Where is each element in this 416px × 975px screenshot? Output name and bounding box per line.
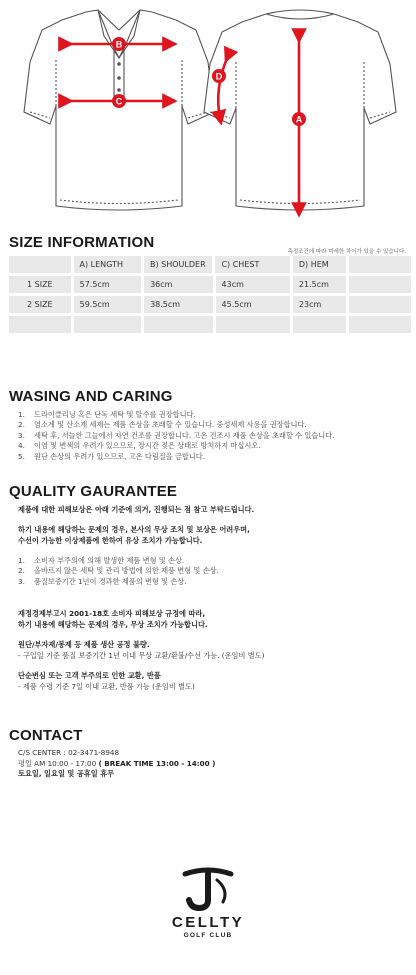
- hours-text: 평일 AM 10:00 - 17:00: [18, 758, 99, 768]
- table-row: [9, 276, 411, 293]
- size-table-header: [9, 256, 411, 273]
- quality-case2-title: 단순변심 또는 고객 부주의로 인한 교환, 반품: [18, 671, 161, 680]
- list-item: [18, 420, 334, 430]
- table-row: [9, 296, 411, 313]
- quality-list: [18, 556, 219, 587]
- quality-title: QUALITY GAURANTEE: [9, 483, 178, 500]
- contact-info: [18, 748, 215, 780]
- quality-para2-line2: 하기 내용에 해당하는 문제의 경우, 무상 조치가 가능합니다.: [18, 620, 208, 629]
- quality-para1-line1: 하기 내용에 해당하는 문제의 경우, 본사의 무상 조치 및 보상은 어려우며,: [18, 525, 250, 534]
- list-item: [18, 441, 334, 451]
- list-item: [18, 452, 334, 462]
- table-cell: [293, 316, 347, 333]
- table-cell: 43cm: [216, 276, 290, 293]
- size-label-cell: [9, 316, 71, 333]
- table-cell: 21.5cm: [293, 276, 347, 293]
- table-cell: [216, 316, 290, 333]
- size-note: 측정조건에 따라 미세한 차이가 있을 수 있습니다.: [287, 249, 406, 255]
- label-c: C: [115, 96, 123, 107]
- table-cell: [349, 316, 411, 333]
- list-item: [18, 431, 334, 441]
- size-label-cell: 2 SIZE: [9, 296, 71, 313]
- table-cell: 36cm: [144, 276, 212, 293]
- list-text: 소비자 부주의에 의해 발생한 제품 변형 및 손상.: [34, 556, 185, 565]
- brand-sub: GOLF CLUB: [183, 932, 233, 939]
- table-cell: [349, 296, 411, 313]
- list-number: 3.: [18, 576, 25, 586]
- label-b: B: [115, 39, 123, 50]
- measurement-diagram: [0, 0, 416, 222]
- logo-mark-icon: [179, 866, 237, 912]
- list-item: [18, 410, 334, 420]
- quality-intro: 제품에 대한 피해보상은 아래 기준에 의거, 진행되는 점 참고 부탁드립니다.: [18, 505, 255, 514]
- list-item: [18, 556, 219, 566]
- list-number: 1.: [18, 556, 25, 565]
- header-cell: D) HEM: [293, 256, 347, 273]
- shirt-diagram-svg: [0, 0, 416, 222]
- brand-name: CELLTY: [171, 914, 245, 931]
- table-cell: [144, 316, 212, 333]
- quality-case2-text: - 제품 수령 기준 7일 이내 교환, 반품 가능 (운임비 별도): [18, 682, 195, 691]
- break-time: ( BREAK TIME 13:00 - 14:00 ): [98, 758, 216, 768]
- quality-case1-text: - 구입일 기준 품질 보증기간 1년 이내 무상 교환/환불/수선 가능. (운임비 별도): [18, 651, 265, 660]
- list-item: [18, 566, 219, 576]
- brand-logo: [158, 866, 258, 956]
- header-cell: [9, 256, 71, 273]
- business-hours: [18, 759, 215, 770]
- quality-para1-line2: 수선이 가능한 이상제품에 한하여 유상 조치가 가능합니다.: [18, 536, 203, 545]
- list-text: 이염 및 변색의 우려가 있으므로, 장시간 젖은 상태로 방치하지 마십시오.: [34, 441, 261, 451]
- header-cell: [349, 256, 411, 273]
- list-text: 올바르지 않은 세탁 및 관리 방법에 의한 제품 변형 및 손상.: [34, 566, 219, 576]
- label-d: D: [215, 71, 223, 82]
- table-cell: 23cm: [293, 296, 347, 313]
- washing-list: [18, 410, 334, 462]
- header-cell: A) LENGTH: [74, 256, 141, 273]
- list-text: 원단 손상의 우려가 있으므로, 고온 다림질을 금합니다.: [34, 451, 206, 461]
- list-number: 2.: [18, 420, 25, 430]
- list-text: 염소계 및 산소계 세제는 제품 손상을 초래할 수 있습니다. 중성세제 사용을 권장합니다.: [34, 420, 307, 430]
- list-text: 드라이클리닝 혹은 단독 세탁 및 탈수를 권장합니다.: [34, 410, 196, 419]
- size-info-title: SIZE INFORMATION: [9, 234, 155, 251]
- header-cell: C) CHEST: [215, 256, 289, 273]
- table-cell: 57.5cm: [74, 276, 141, 293]
- list-text: 세탁 후, 서늘한 그늘에서 자연 건조를 권장합니다. 고온 건조시 제품 손상을 초래할 수 있습니다.: [34, 430, 335, 440]
- table-cell: [74, 316, 141, 333]
- label-a: A: [295, 114, 303, 125]
- list-text: 품질보증기간 1년이 경과한 제품의 변형 및 손상.: [34, 576, 187, 586]
- list-number: 4.: [18, 441, 25, 451]
- table-row: [9, 316, 411, 333]
- contact-title: CONTACT: [9, 727, 83, 744]
- table-cell: 59.5cm: [74, 296, 141, 313]
- list-number: 5.: [18, 451, 25, 461]
- washing-title: WASING AND CARING: [9, 388, 173, 405]
- quality-case1-title: 원단/부자재/봉제 등 제품 생산 공정 불량.: [18, 640, 150, 649]
- cs-center: C/S CENTER : 02-3471-8948: [18, 748, 120, 757]
- header-cell: B) SHOULDER: [144, 256, 212, 273]
- quality-para2-line1: 재정경제부고시 2001-18호 소비자 피해보상 규정에 따라,: [18, 609, 206, 618]
- size-label-cell: 1 SIZE: [9, 276, 71, 293]
- table-cell: 45.5cm: [216, 296, 290, 313]
- size-table: [9, 256, 411, 336]
- list-item: [18, 577, 219, 587]
- table-cell: [349, 276, 411, 293]
- closed-days: 토요일, 일요일 및 공휴일 휴무: [18, 769, 115, 778]
- list-number: 1.: [18, 410, 25, 419]
- table-cell: 38.5cm: [144, 296, 212, 313]
- list-number: 2.: [18, 566, 25, 576]
- list-number: 3.: [18, 430, 25, 440]
